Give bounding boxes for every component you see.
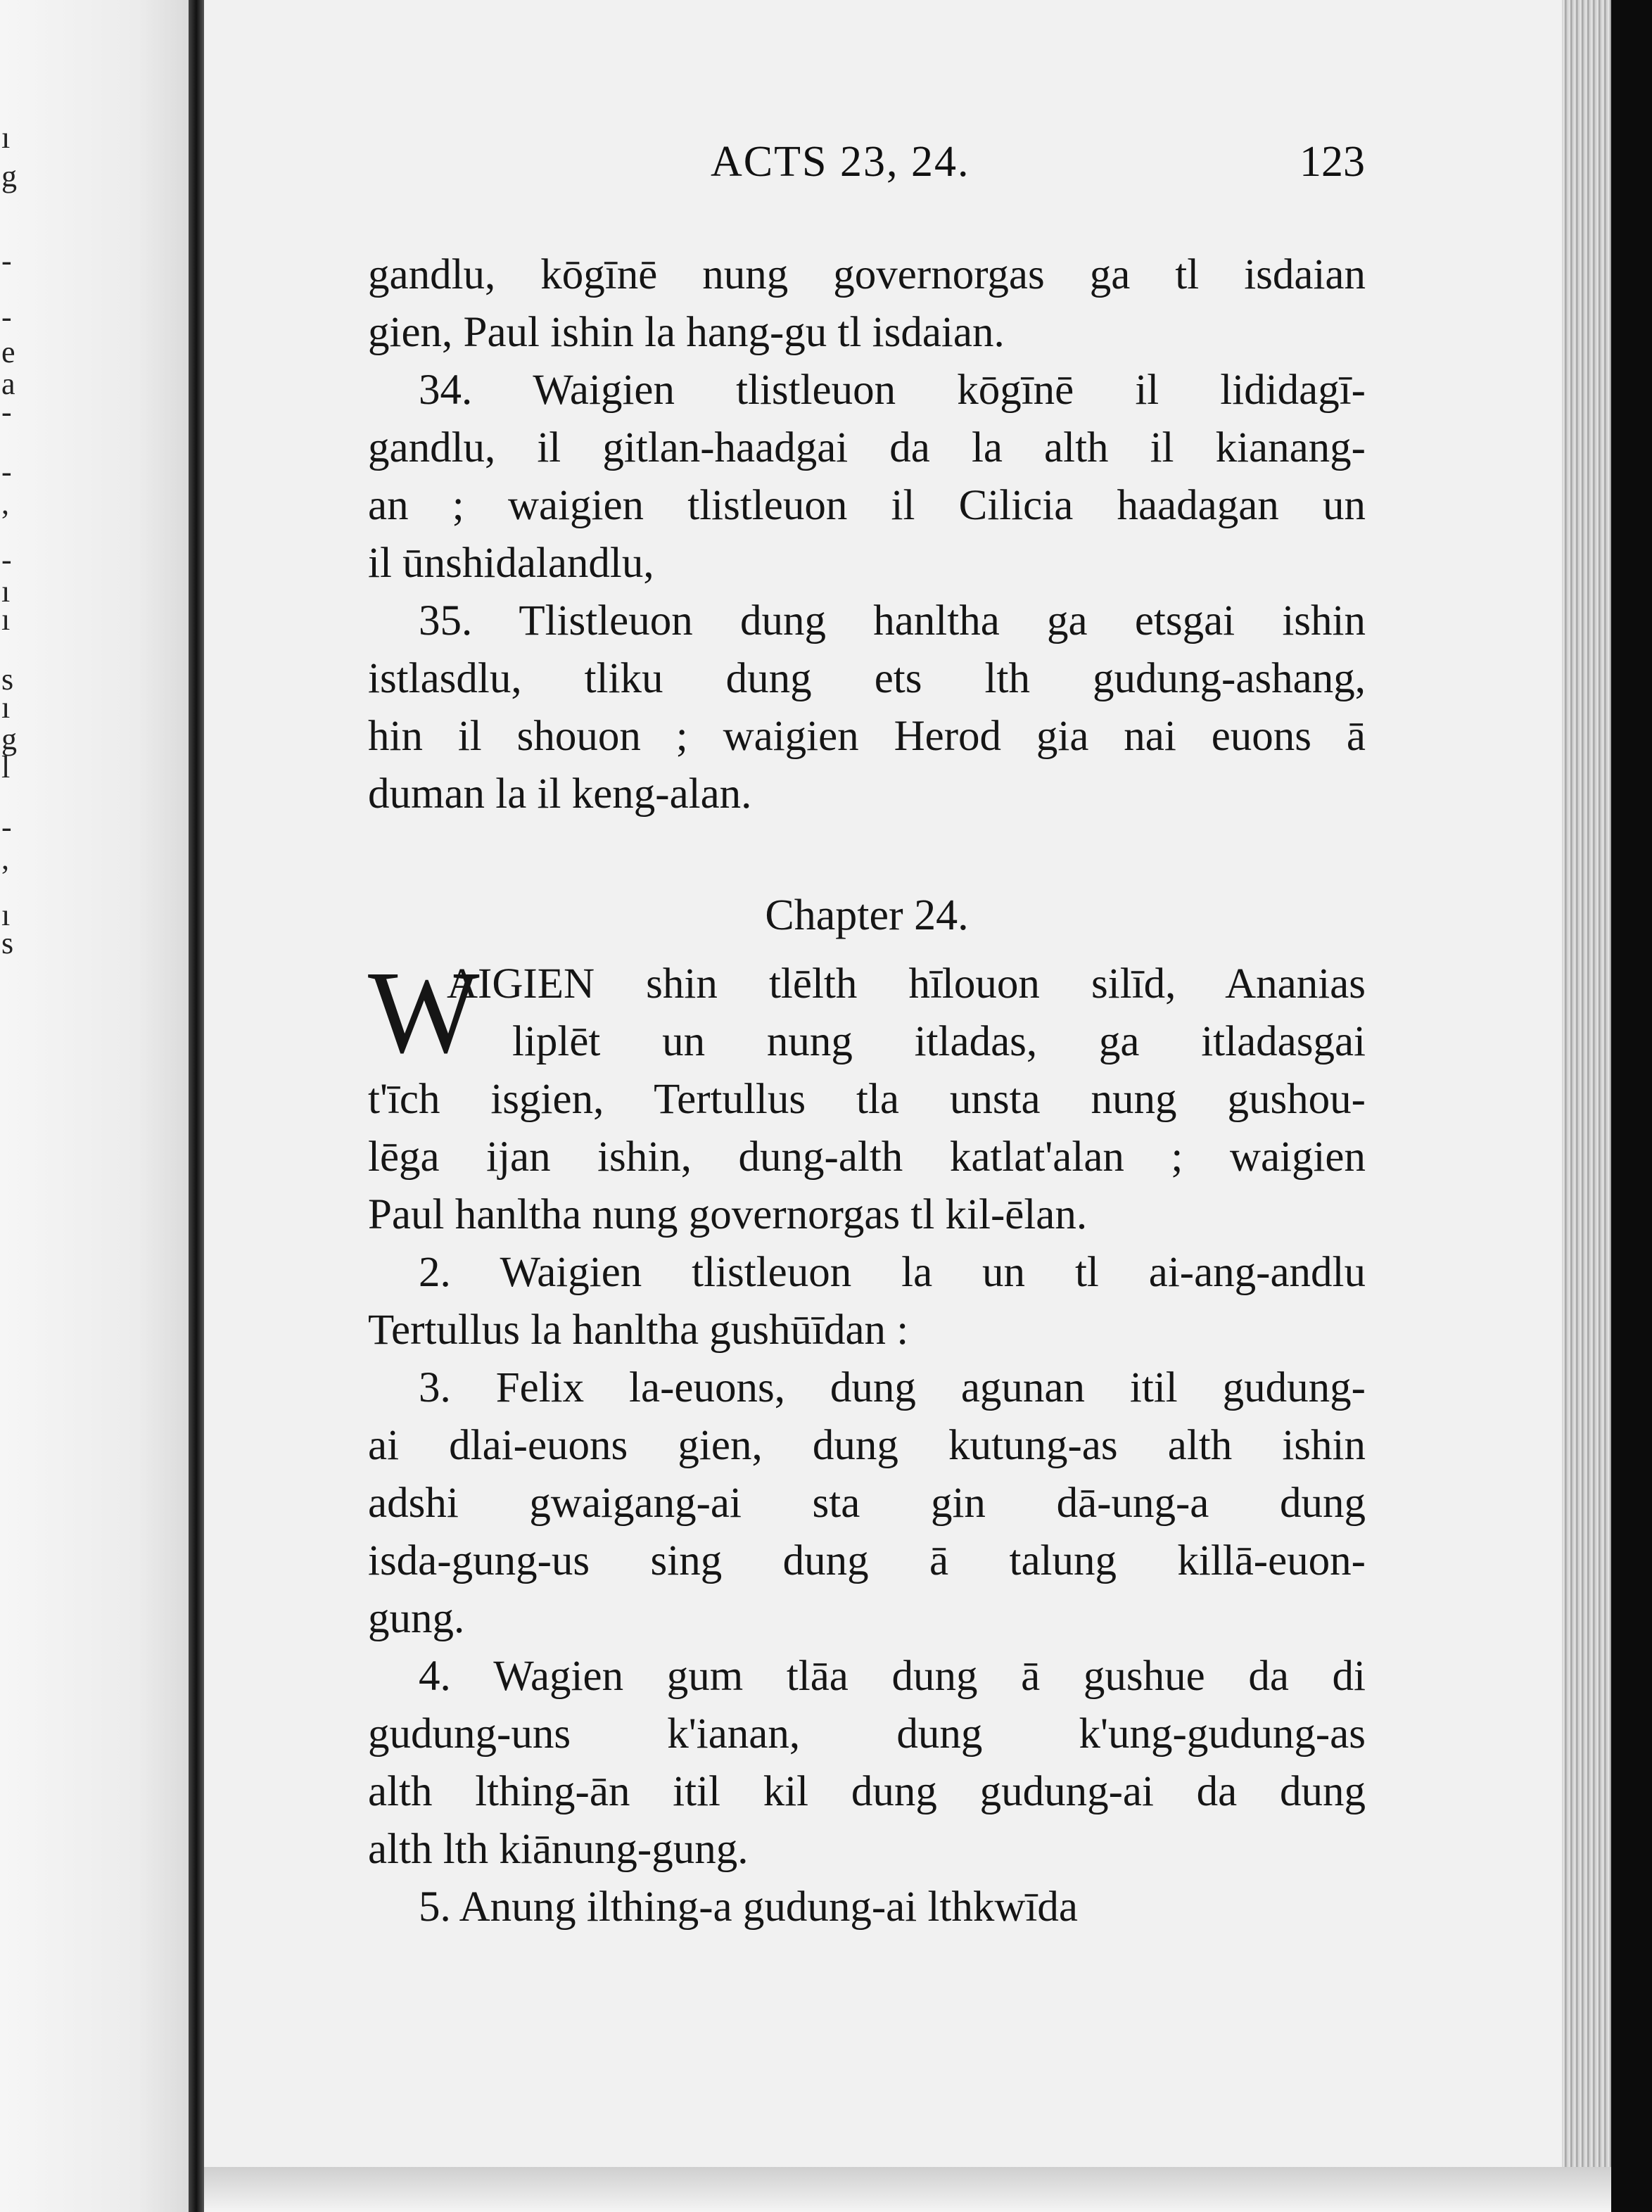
text-body: [368, 246, 1366, 1936]
chapter-23-end: [368, 246, 1366, 823]
facing-page-glyph: l: [1, 750, 11, 784]
text-line: AIGIEN shin tlēlth hīlouon silīd, Ananias: [447, 960, 1366, 1008]
scan-border: [1611, 0, 1652, 2212]
text-line: alth lthing-ān itil kil dung gudung-ai da dung: [368, 1768, 1366, 1815]
page-number: 123: [1300, 138, 1365, 186]
text-line: alth lth kiānung-gung.: [368, 1826, 749, 1873]
facing-page-glyph: g: [1, 722, 17, 756]
text-line: isda-gung-us sing dung ā talung killā-euon-: [368, 1537, 1366, 1584]
facing-page-glyph: ı: [1, 898, 11, 932]
text-line: lēga ijan ishin, dung-alth katlat'alan ; waigien: [368, 1133, 1366, 1181]
text-line: an ; waigien tlistleuon il Cilicia haadagan un: [368, 482, 1366, 529]
text-line: Paul hanltha nung governorgas tl kil-ēlan.: [368, 1191, 1088, 1238]
facing-page-glyph: s: [1, 926, 14, 960]
text-line: t'īch isgien, Tertullus tla unsta nung gushou-: [368, 1076, 1366, 1123]
text-line: gung.: [368, 1595, 465, 1642]
facing-page-glyph: -: [1, 810, 12, 844]
facing-page-glyph: -: [1, 300, 12, 334]
running-head: [366, 137, 1365, 193]
facing-page-edge: [0, 0, 197, 2212]
facing-page-glyph: -: [1, 542, 12, 577]
chapter-24-text: [368, 947, 1366, 1936]
facing-page-glyph: -: [1, 243, 12, 278]
running-head-title: ACTS 23, 24.: [711, 138, 970, 186]
text-line: gandlu, il gitlan-haadgai da la alth il kianang-: [368, 424, 1366, 471]
text-line: gien, Paul ishin la hang-gu tl isdaian.: [368, 309, 1005, 356]
text-line: 2. Waigien tlistleuon la un tl ai-ang-andlu: [419, 1249, 1366, 1296]
book-gutter: [189, 0, 204, 2212]
facing-page-glyph: ,: [1, 841, 9, 876]
facing-page-glyph: -: [1, 455, 12, 489]
page-bottom-edge: [204, 2167, 1611, 2212]
facing-page-glyph: a: [1, 367, 15, 401]
facing-page-glyph: ı: [1, 574, 11, 609]
drop-cap: W: [368, 947, 480, 1078]
text-line: adshi gwaigang-ai sta gin dā-ung-a dung: [368, 1480, 1366, 1527]
facing-page-glyph: e: [1, 335, 15, 369]
text-line: duman la il keng-alan.: [368, 770, 752, 818]
text-line: gudung-uns k'ianan, dung k'ung-gudung-as: [368, 1710, 1366, 1757]
facing-page-glyph: s: [1, 662, 14, 697]
facing-page-glyph: ı: [1, 690, 11, 725]
text-line: Tertullus la hanltha gushūīdan :: [368, 1307, 909, 1354]
facing-page-glyph: ı: [1, 602, 11, 637]
text-line: istlasdlu, tliku dung ets lth gudung-ashang,: [368, 655, 1366, 702]
text-line: 4. Wagien gum tlāa dung ā gushue da di: [419, 1653, 1366, 1700]
facing-page-glyph: ,: [1, 486, 9, 521]
facing-page-glyph: -: [1, 395, 12, 429]
chapter-heading: Chapter 24.: [765, 891, 969, 939]
text-line: 3. Felix la-euons, dung agunan itil gudung-: [419, 1364, 1366, 1411]
text-line: hin il shouon ; waigien Herod gia nai euons ā: [368, 713, 1366, 760]
text-line: ai dlai-euons gien, dung kutung-as alth ishin: [368, 1422, 1366, 1469]
text-line: 34. Waigien tlistleuon kōgīnē il lididagī-: [419, 367, 1366, 414]
text-line: il ūnshidalandlu,: [368, 540, 654, 587]
facing-page-glyph: g: [1, 159, 17, 193]
text-line: 5. Anung ilthing-a gudung-ai lthkwīda: [419, 1883, 1078, 1931]
text-line: liplēt un nung itladas, ga itladasgai: [512, 1018, 1366, 1065]
text-line: 35. Tlistleuon dung hanltha ga etsgai ishin: [419, 597, 1366, 644]
text-line: gandlu, kōgīnē nung governorgas ga tl isdaian: [368, 251, 1366, 298]
facing-page-glyph: ı: [1, 120, 11, 155]
page-stack-edge: [1562, 0, 1611, 2212]
